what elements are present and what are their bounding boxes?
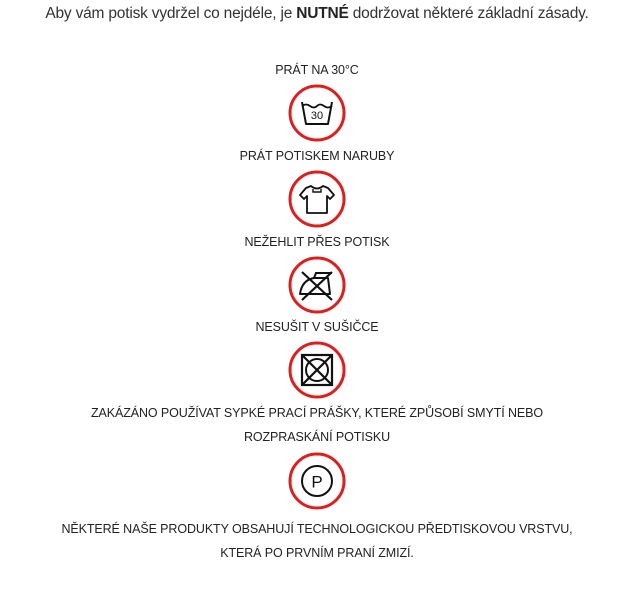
care-label-inside-out: PRÁT POTISKEM NARUBY (239, 149, 395, 163)
tshirt-inside-out-icon (288, 170, 346, 228)
no-tumble-dry-icon (288, 341, 346, 399)
intro-before: Aby vám potisk vydržel co nejdéle, je (45, 5, 297, 22)
intro-after: dodržovat některé základní zásady. (348, 5, 589, 22)
care-label-no-iron: NEŽEHLIT PŘES POTISK (244, 235, 390, 249)
intro-emphasis: NUTNÉ (296, 5, 349, 22)
care-label-no-tumble-dry: NESUŠIT V SUŠIČCE (255, 320, 379, 334)
wash-30-icon (288, 84, 346, 142)
note-line1: NĚKTERÉ NAŠE PRODUKTY OBSAHUJÍ TECHNOLOGICKOU PŘEDTISKOVOU VRSTVU, (61, 522, 573, 536)
intro-text (0, 5, 634, 23)
care-label-no-powder-line2: ROZPRASKÁNÍ POTISKU (243, 430, 391, 444)
wash-30-text: 30 (310, 110, 324, 122)
care-label-wash-30: PRÁT NA 30°C (275, 63, 359, 77)
professional-clean-p-text: P (311, 472, 323, 492)
note-line2: KTERÁ PO PRVNÍM PRANÍ ZMIZÍ. (220, 546, 414, 560)
care-label-no-powder-line1: ZAKÁZÁNO POUŽÍVAT SYPKÉ PRACÍ PRÁŠKY, KTERÉ ZPŮSOBÍ SMYTÍ NEBO (90, 406, 543, 420)
professional-clean-p-icon (288, 452, 346, 510)
no-iron-icon (288, 256, 346, 314)
